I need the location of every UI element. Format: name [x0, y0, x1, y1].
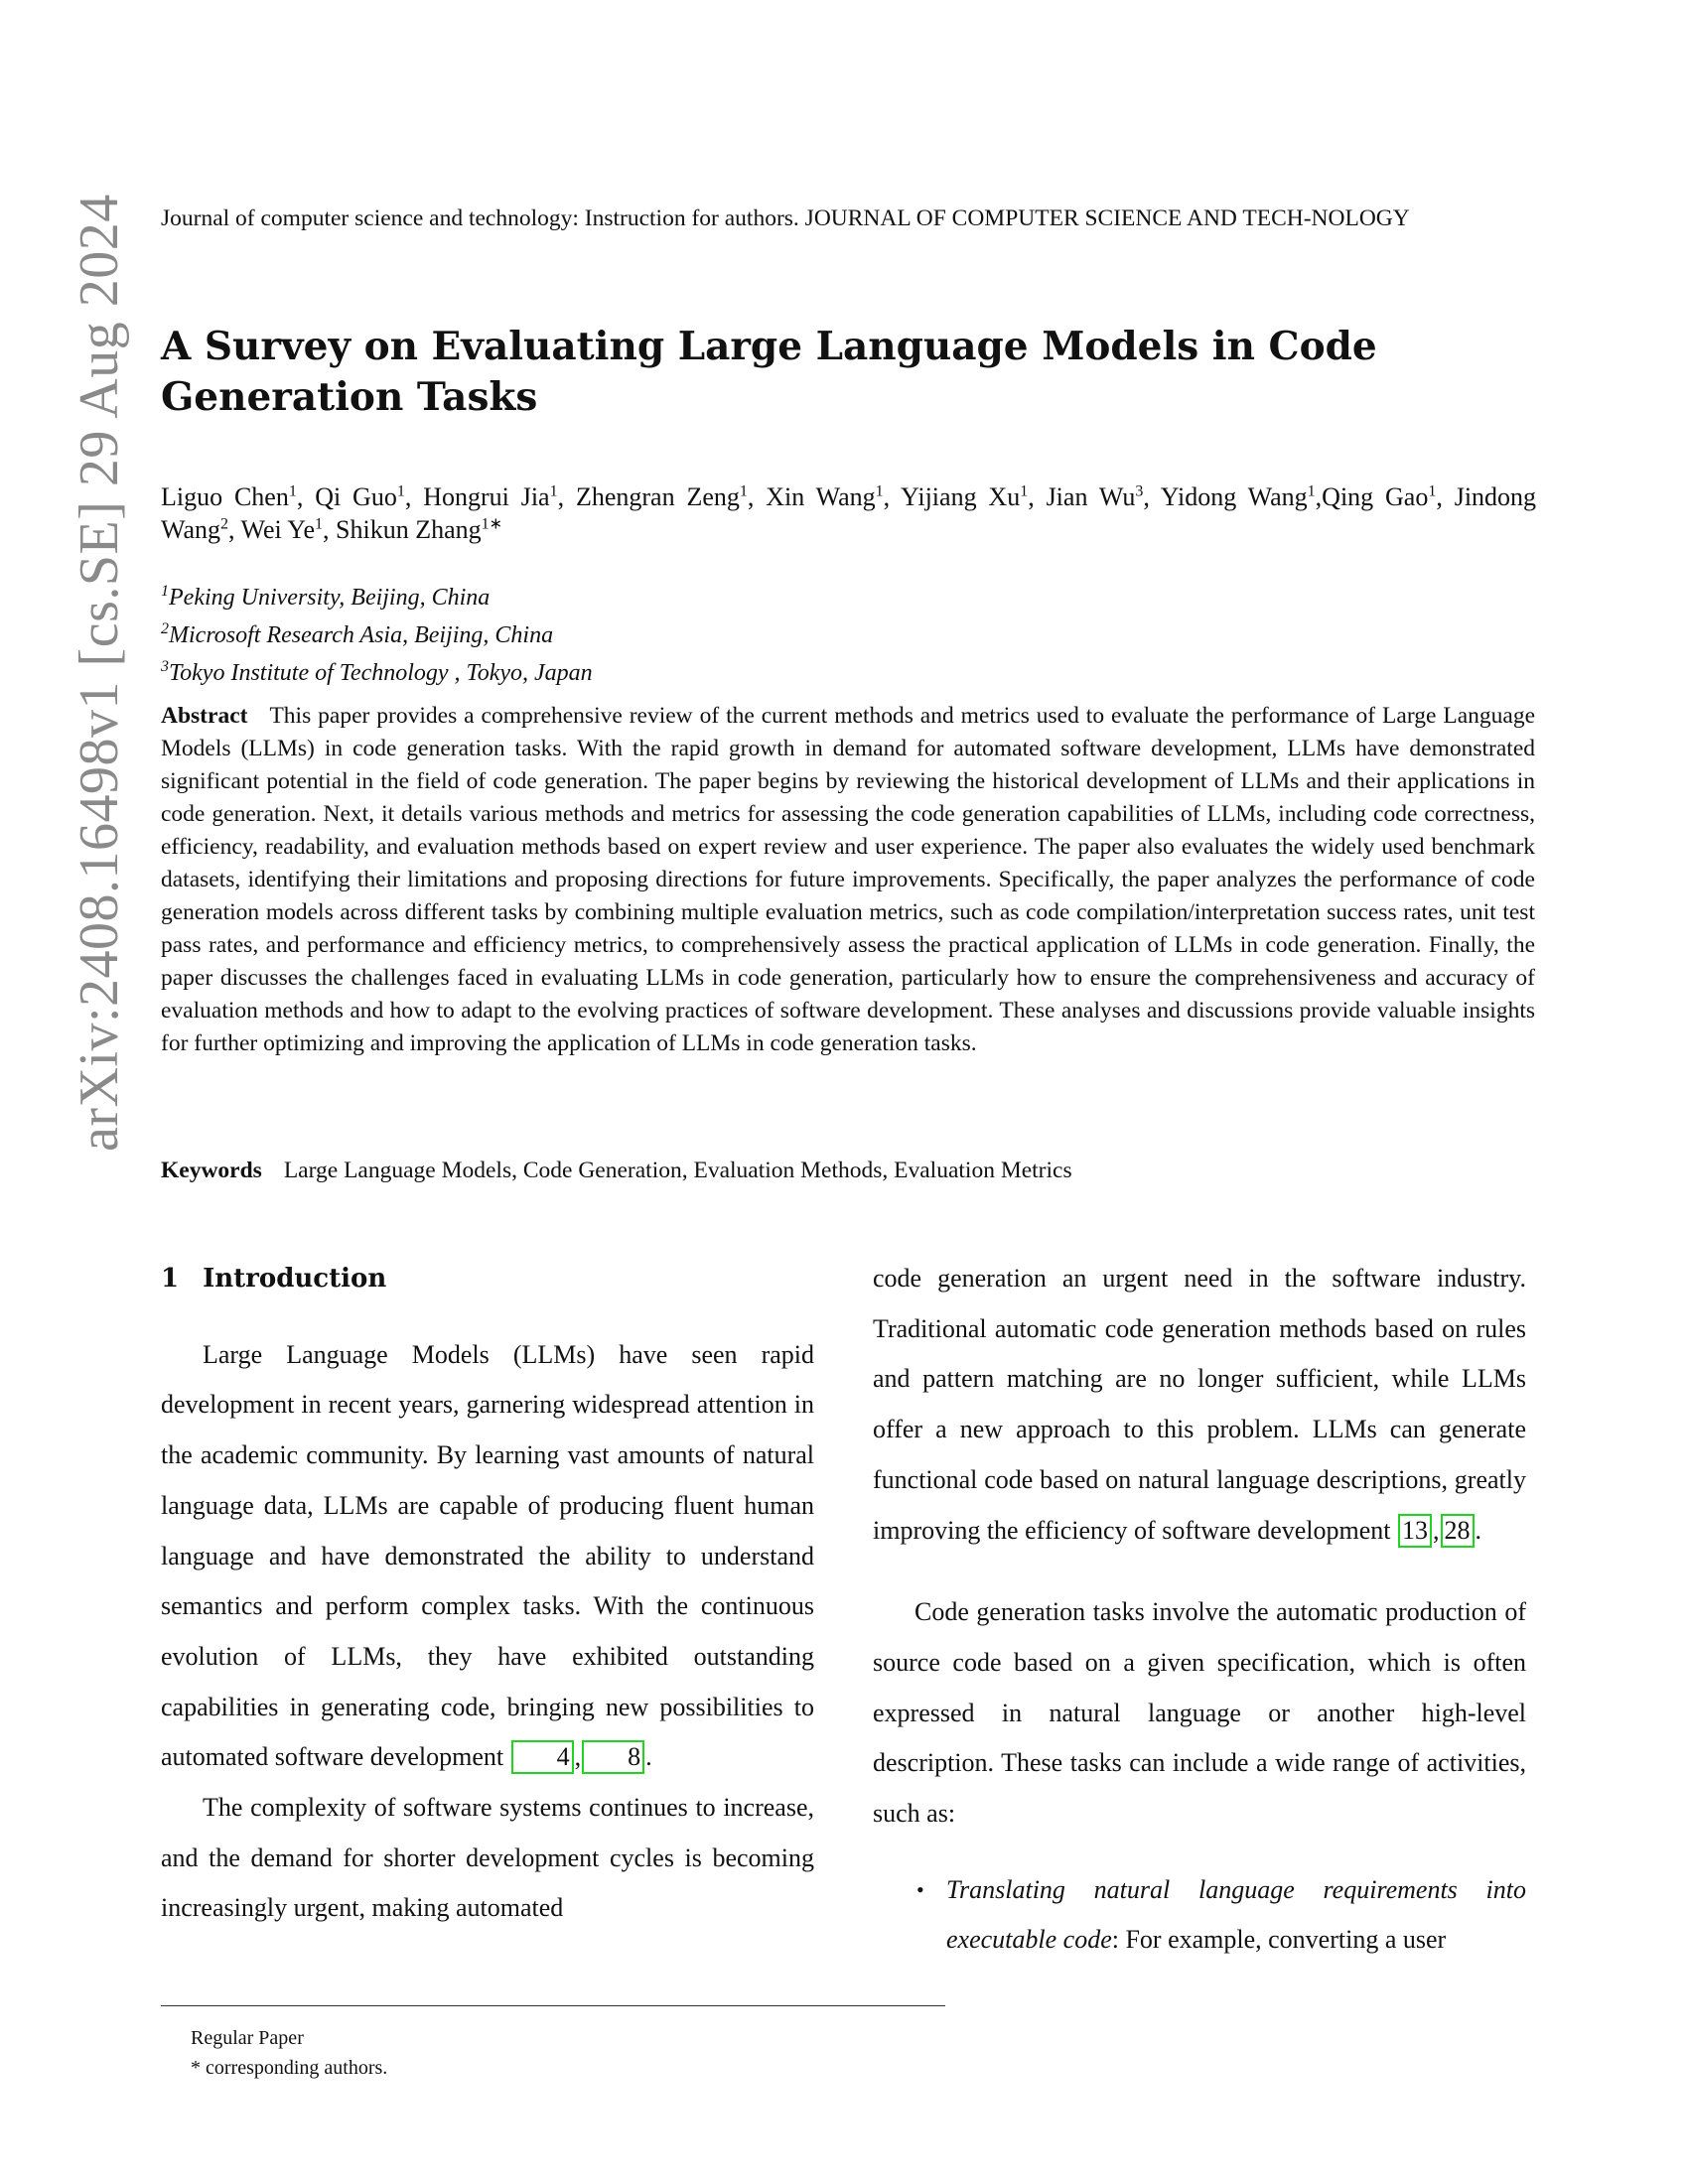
affiliation-2 [161, 620, 1055, 650]
affiliation-number: 2 [161, 620, 169, 637]
keywords-label: Keywords [161, 1158, 262, 1183]
intro-paragraph-3: Code generation tasks involve the automatic production of source code based on a given specification, which is often expressed in natural language or another high-level description. These tasks can include a wide range of activities, such as: [873, 1597, 1526, 1829]
footnote-paper-type: Regular Paper [191, 2027, 304, 2049]
intro-paragraph-2-start: The complexity of software systems continues to increase, and the demand for shorter development cycles is becoming increasingly urgent, making automated [161, 1793, 814, 1923]
intro-paragraph-2-end: code generation an urgent need in the software industry. Traditional automatic code generation methods based on rules and pattern matching are no longer sufficient, while LLMs offer a new approach to this problem. LLMs can generate functional code based on natural language descriptions, greatly improving the efficiency of software development 13 , 28 . [873, 1254, 1526, 1556]
right-column [873, 1254, 1526, 1966]
author-name: Zhengran Zeng [575, 482, 740, 511]
author-list: Liguo Chen$^1$, Qi Guo$^1$, Hongrui Jia$^1$, Zhengran Zeng$^1$, Xin Wang$^1$, Yijiang Xu$^1$, Jian Wu$^3$, Yidong Wang$^1$,Qing Gao$^1$, Jindong Wang$^2$, Wei Ye$^1$, Shikun Zhang$^{1∗}$ [161, 482, 1537, 544]
author-name: Wei Ye [240, 515, 316, 544]
author-affiliation-marker: 1 [396, 482, 405, 500]
list-item-emphasis: Translating natural language requirements into executable code [946, 1874, 1526, 1955]
affiliation-text: Peking University, Beijing, China [169, 585, 491, 611]
section-number: 1 [161, 1264, 180, 1294]
keywords-text: Large Language Models, Code Generation, Evaluation Methods, Evaluation Metrics [283, 1158, 1072, 1183]
journal-header: Journal of computer science and technology: Instruction for authors. JOURNAL OF COMPUTER SCIENCE AND TECH-NOLOGY [161, 205, 1410, 231]
sentence-end: . [645, 1742, 652, 1772]
citation-link[interactable]: 8 [582, 1740, 644, 1774]
paragraph-text: code generation an urgent need in the software industry. Traditional automatic code generation methods based on rules and pattern matching are no longer sufficient, while LLMs offer a new approach to this problem. LLMs can generate functional code based on natural language descriptions, greatly improving the efficiency of software development [873, 1264, 1526, 1545]
citation-link[interactable]: 13 [1398, 1514, 1432, 1548]
citation-link[interactable]: 4 [511, 1740, 574, 1774]
paragraph-text: Large Language Models (LLMs) have seen rapid development in recent years, garnering widespread attention in the academic community. By learning vast amounts of natural language data, LLMs are capable of producing fluent human language and have demonstrated the ability to understand semantics and perform complex tasks. With the continuous evolution of LLMs, they have exhibited outstanding capabilities in generating code, bringing new possibilities to automated software development [161, 1339, 814, 1772]
author-affiliation-marker: 1 [739, 482, 748, 500]
sentence-end: . [1475, 1515, 1482, 1545]
author-name: Xin Wang [766, 482, 876, 511]
list-item [873, 1865, 1526, 1966]
author-affiliation-marker: 1 [875, 482, 884, 500]
author-affiliation-marker: 1 [549, 482, 558, 500]
author-name: Qi Guo [315, 482, 397, 511]
section-heading [161, 1254, 814, 1304]
affiliation-number: 1 [161, 583, 169, 600]
author-name: Liguo Chen [161, 482, 289, 511]
author-name: Yijiang Xu [901, 482, 1021, 511]
author-affiliation-marker: 1 [315, 515, 324, 533]
abstract [161, 700, 1535, 1060]
footnote-corresponding: * corresponding authors. [191, 2057, 388, 2079]
author-affiliation-marker: 1∗ [481, 515, 503, 533]
footnote-divider [161, 2005, 945, 2006]
abstract-label: Abstract [161, 703, 248, 729]
affiliation-text: Microsoft Research Asia, Beijing, China [169, 622, 554, 648]
author-affiliation-marker: 1 [1020, 482, 1029, 500]
affiliation-1 [161, 583, 1055, 613]
author-name: Qing Gao [1322, 482, 1429, 511]
affiliation-number: 3 [161, 658, 169, 675]
citation-link[interactable]: 28 [1441, 1514, 1475, 1548]
left-column [161, 1254, 814, 1934]
author-affiliation-marker: 2 [220, 515, 228, 533]
task-list [873, 1865, 1526, 1966]
paper-title: A Survey on Evaluating Large Language Models in Code Generation Tasks [161, 324, 1377, 420]
abstract-text: This paper provides a comprehensive review of the current methods and metrics used to evaluate the performance of Large Language Models (LLMs) in code generation tasks. With the rapid growth in demand for automated software development, LLMs have demonstrated significant potential in the field of code generation. The paper begins by reviewing the historical development of LLMs and their applications in code generation. Next, it details various methods and metrics for assessing the code generation capabilities of LLMs, including code correctness, efficiency, readability, and evaluation methods based on expert review and user experience. The paper also evaluates the widely used benchmark datasets, identifying their limitations and proposing directions for future improvements. Specifically, the paper analyzes the performance of code generation models across different tasks by combining multiple evaluation metrics, such as code compilation/interpretation success rates, unit test pass rates, and performance and efficiency metrics, to comprehensively assess the practical application of LLMs in code generation. Finally, the paper discusses the challenges faced in evaluating LLMs in code generation, particularly how to ensure the comprehensiveness and accuracy of evaluation methods and how to adapt to the evolving practices of software development. These analyses and discussions provide valuable insights for further optimizing and improving the application of LLMs in code generation tasks. [161, 703, 1535, 1056]
author-name: Jian Wu [1046, 482, 1136, 511]
intro-paragraph-1: Large Language Models (LLMs) have seen rapid development in recent years, garnering widespread attention in the academic community. By learning vast amounts of natural language data, LLMs are capable of producing fluent human language and have demonstrated the ability to understand semantics and perform complex tasks. With the continuous evolution of LLMs, they have exhibited outstanding capabilities in generating code, bringing new possibilities to automated software development 4 , 8 . [161, 1330, 814, 1783]
keywords [161, 1155, 1535, 1187]
author-name: Yidong Wang [1160, 482, 1308, 511]
author-affiliation-marker: 3 [1135, 482, 1144, 500]
arxiv-identifier-stamp: arXiv:2408.16498v1 [cs.SE] 29 Aug 2024 [69, 194, 130, 1152]
list-item-text: : For example, converting a user [1111, 1925, 1447, 1955]
author-affiliation-marker: 1 [1428, 482, 1437, 500]
author-affiliation-marker: 1 [288, 482, 297, 500]
section-title: Introduction [203, 1264, 387, 1294]
author-name: Shikun Zhang [336, 515, 482, 544]
author-name: Hongrui Jia [423, 482, 550, 511]
affiliation-text: Tokyo Institute of Technology , Tokyo, Japan [169, 660, 593, 686]
author-name: Jindong Wang [161, 482, 1537, 544]
bullet-icon: • [916, 1876, 924, 1902]
author-affiliation-marker: 1 [1307, 482, 1316, 500]
affiliation-3 [161, 658, 1055, 688]
